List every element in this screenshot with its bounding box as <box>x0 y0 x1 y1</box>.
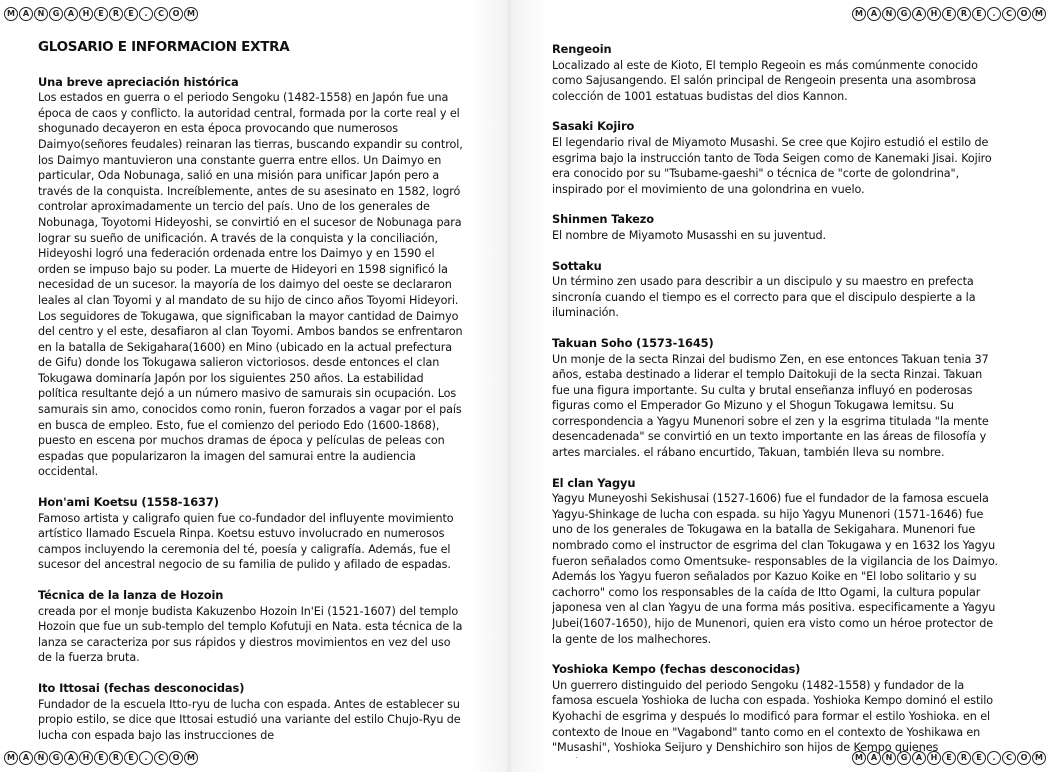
watermark-letter: A <box>912 751 926 765</box>
watermark-letter: C <box>1002 751 1016 765</box>
entry-body: Los estados en guerra o el periodo Sengoku (1482-1558) en Japón fue una época de caos y conflicto. la autoridad central, formada por la corte real y el shogunado decayeron en esta época provocando que numerosos Daimyo(señores feudales) reinaran las tierras, buscando expandir su control, los Daimyo mantuvieron una constante guerra entre ellos. Un Daimyo en particular, Oda Nobunaga, salió en una misión para unificar Japón pero a través de la conquista. Increíblemente, antes de su asesinato en 1582, logró controlar aproximadamente un tercio del país. Uno de los generales de Nobunaga, Toyotomi Hideyoshi, se convirtió en el sucesor de Nobunaga para lograr su sueño de unificación. A través de la conquista y la conciliación, Hideyoshi logró una federación ordenada entre los Daimyo y en 1590 el orden se impuso bajo su poder. La muerte de Hideyori en 1598 significó la necesidad de un sucesor. la mayoría de los daimyo del oeste se declararon leales al clan Toyomi y al mandato de su hijo de cinco años Toyomi Hideyori. Los seguidores de Tokugawa, que significaban la mayor cantidad de Daimyo del centro y el este, desafiaron al clan Toyomi. Ambos bandos se enfrentaron en la batalla de Sekigahara(1600) en Mino (ubicado en la actual prefectura de Gifu) donde los Tokugawa salieron victoriosos. desde entonces el clan Tokugawa dominaría Japón por los siguientes 250 años. La estabilidad política resultante dejó a un número masivo de samurais sin ocupación. Los samurais sin amo, conocidos como ronin, fueron forzados a vagar por el país en busca de empleo. Esto, fue el comienzo del periodo Edo (1600-1868), puesto en escena por muchos dramas de época y películas de peleas con espadas que popularizaron la imagen del samurai entre la audiencia occidental. <box>38 91 463 479</box>
watermark-letter: M <box>4 751 18 765</box>
watermark-letter: H <box>927 7 941 21</box>
watermark-letter: H <box>79 7 93 21</box>
entry-body: Un guerrero distinguido del periodo Sengoku (1482-1558) y fundador de la famosa escuela Yoshioka de lucha con espada. Yoshioka Kempo dominó el estilo Kyohachi de esgrima y después lo modificó para formar el estilo Yoshioka. en el contexto de Inoue en "Vagabond" tanto como en el contexto de Yoshikawa en "Musashi", Yoshioka Seijuro y Denshichiro son hijos de Kempo quienes <box>552 678 994 755</box>
entry-body: Localizado al este de Kioto, El templo Regeoin es más comúnmente conocido como Sajusangendo. El salón principal de Rengeoin presenta una asombrosa colección de 1001 estatuas budistas del dios Kannon. <box>552 58 978 103</box>
watermark-letter: A <box>64 751 78 765</box>
watermark-letter: O <box>1017 751 1031 765</box>
watermark-letter: E <box>124 7 138 21</box>
watermark-letter: A <box>64 7 78 21</box>
entry-heading: Rengeoin <box>552 42 612 56</box>
entry-heading: El clan Yagyu <box>552 475 636 490</box>
watermark-letter: . <box>139 751 153 765</box>
watermark-letter: E <box>972 7 986 21</box>
watermark-letter: R <box>109 7 123 21</box>
entry-takuan <box>552 336 1002 461</box>
entry-sottaku <box>552 259 1002 321</box>
entry-koetsu <box>38 495 466 573</box>
watermark-letter: H <box>927 751 941 765</box>
watermark-letter: . <box>987 751 1001 765</box>
entry-heading: Ito Ittosai (fechas desconocidas) <box>38 680 245 695</box>
watermark-letter: A <box>867 7 881 21</box>
entry-body: creada por el monje budista Kakuzenbo Hozoin In'Ei (1521-1607) del templo Hozoin que fue un sub-templo del templo Kofutuji en Nata. esta técnica de la lanza se caracteriza por sus rápidos y diestros movimientos en vez del uso de la fuerza bruta. <box>38 604 463 665</box>
entry-ittosai <box>38 681 466 743</box>
watermark-top-left <box>4 7 198 21</box>
entry-heading: Una breve apreciación histórica <box>38 74 239 89</box>
entry-yoshioka <box>552 662 1002 758</box>
entry-takezo <box>552 212 1002 243</box>
watermark-letter: E <box>972 751 986 765</box>
entry-heading: Sasaki Kojiro <box>552 119 635 134</box>
watermark-letter: . <box>139 7 153 21</box>
watermark-letter: A <box>867 751 881 765</box>
entry-kojiro <box>552 119 1002 197</box>
entry-heading: Takuan Soho (1573-1645) <box>552 335 714 350</box>
watermark-letter: E <box>942 7 956 21</box>
watermark-letter: M <box>184 7 198 21</box>
watermark-letter: G <box>49 7 63 21</box>
watermark-letter: E <box>942 751 956 765</box>
entry-body: El legendario rival de Miyamoto Musashi. Se cree que Kojiro estudió el estilo de esgrima bajo la instrucción tanto de Toda Seigen como de Kanemaki Jisai. Kojiro era conocido por su "Tsubame-gaeshi" o técnica de "corte de golondrina", inspirado por el movimiento de una golondrina en vuelo. <box>552 135 992 196</box>
entry-body: Fundador de la escuela Itto-ryu de lucha con espada. Antes de establecer su propio estilo, se dice que Ittosai estudió una variante del estilo Chujo-Ryu de lucha con espada bajo las instrucciones de <box>38 697 461 742</box>
entry-body: Un monje de la secta Rinzai del budismo Zen, en ese entonces Takuan tenia 37 años, estaba destinado a liderar el templo Daitokuji de la secta Rinzai. Takuan fue una figura importante. Su culta y brutal enseñanza influyó en poderosas figuras como el Emperador Go Mizuno y el Shogun Tokugawa Iemitsu. Su correspondencia a Yagyu Munenori sobre el zen y la esgrima titulada "la mente desencadenada" se convirtió en un texto importante en las áreas de filosofía y artes marciales. el rábano encurtido, Takuan, también lleva su nombre. <box>552 352 989 460</box>
entry-rengeoin <box>552 42 1002 104</box>
watermark-letter: A <box>912 7 926 21</box>
watermark-letter: C <box>154 7 168 21</box>
entry-yagyu <box>552 476 1002 648</box>
entry-body: Yagyu Muneyoshi Sekishusai (1527-1606) fue el fundador de la famosa escuela Yagyu-Shinkage de lucha con espada. su hijo Yagyu Munenori (1571-1646) fue uno de los generales de Tokugawa en la batalla de Sekigahara. Munenori fue nombrado como el instructor de esgrima del clan Tokugawa y en 1632 los Yagyu fueron señalados como Omentsuke- responsables de la vigilancia de los Daimyo. Además los Yagyu fueron señalados por Kazuo Koike en "El lobo solitario y su cachorro" como los responsables de la caída de Itto Ogami, la cultura popular japonesa ven al clan Yagyu de una forma más positiva. especificamente a Yagyu Jubei(1607-1650), hijo de Munenori, quien era visto como un héroe protector de la gente de los malhechores. <box>552 492 999 646</box>
left-page <box>38 40 466 758</box>
watermark-letter: M <box>1032 751 1046 765</box>
watermark-letter: M <box>4 7 18 21</box>
watermark-letter: M <box>184 751 198 765</box>
watermark-letter: M <box>852 751 866 765</box>
entry-heading: Shinmen Takezo <box>552 212 655 227</box>
watermark-letter: C <box>1002 7 1016 21</box>
entry-heading: Técnica de la lanza de Hozoin <box>38 588 224 602</box>
watermark-letter: E <box>94 751 108 765</box>
watermark-letter: A <box>19 751 33 765</box>
entry-heading: Yoshioka Kempo (fechas desconocidas) <box>552 662 801 677</box>
watermark-letter: N <box>882 7 896 21</box>
watermark-letter: E <box>94 7 108 21</box>
entry-body: El nombre de Miyamoto Musasshi en su juventud. <box>552 228 826 242</box>
page-title: GLOSARIO E INFORMACIÓN EXTRA <box>38 40 290 55</box>
watermark-letter: O <box>169 751 183 765</box>
watermark-letter: N <box>34 751 48 765</box>
entry-heading: Hon'ami Koetsu (1558-1637) <box>38 495 219 510</box>
watermark-letter: O <box>1017 7 1031 21</box>
watermark-letter: H <box>79 751 93 765</box>
watermark-letter: A <box>19 7 33 21</box>
watermark-letter: . <box>987 7 1001 21</box>
watermark-letter: R <box>957 751 971 765</box>
entry-hozoin <box>38 588 466 666</box>
watermark-letter: N <box>34 7 48 21</box>
watermark-letter: G <box>897 751 911 765</box>
entry-historia <box>38 75 466 480</box>
watermark-letter: E <box>124 751 138 765</box>
watermark-top-right <box>852 7 1046 21</box>
watermark-letter: G <box>897 7 911 21</box>
watermark-letter: N <box>882 751 896 765</box>
watermark-letter: R <box>957 7 971 21</box>
entry-body: Un término zen usado para describir a un discipulo y su maestro en prefecta sincronía cuando el tiempo es el correcto para que el discipulo despierte a la iluminación. <box>552 275 976 320</box>
watermark-letter: M <box>1032 7 1046 21</box>
right-page <box>552 42 1002 758</box>
watermark-letter: G <box>49 751 63 765</box>
watermark-letter: C <box>154 751 168 765</box>
page-gutter <box>470 0 548 772</box>
entry-body: Famoso artista y caligrafo quien fue co-fundador del influyente movimiento artístico llamado Escuela Rinpa. Koetsu estuvo involucrado en numerosos campos incluyendo la ceremonia del té, poesía y caligrafía. Además, fue el sucesor del ancestral negocio de su familia de pulido y afilado de espadas. <box>38 511 454 572</box>
watermark-letter: M <box>852 7 866 21</box>
entry-heading: Sottaku <box>552 258 602 273</box>
watermark-letter: O <box>169 7 183 21</box>
watermark-letter: R <box>109 751 123 765</box>
